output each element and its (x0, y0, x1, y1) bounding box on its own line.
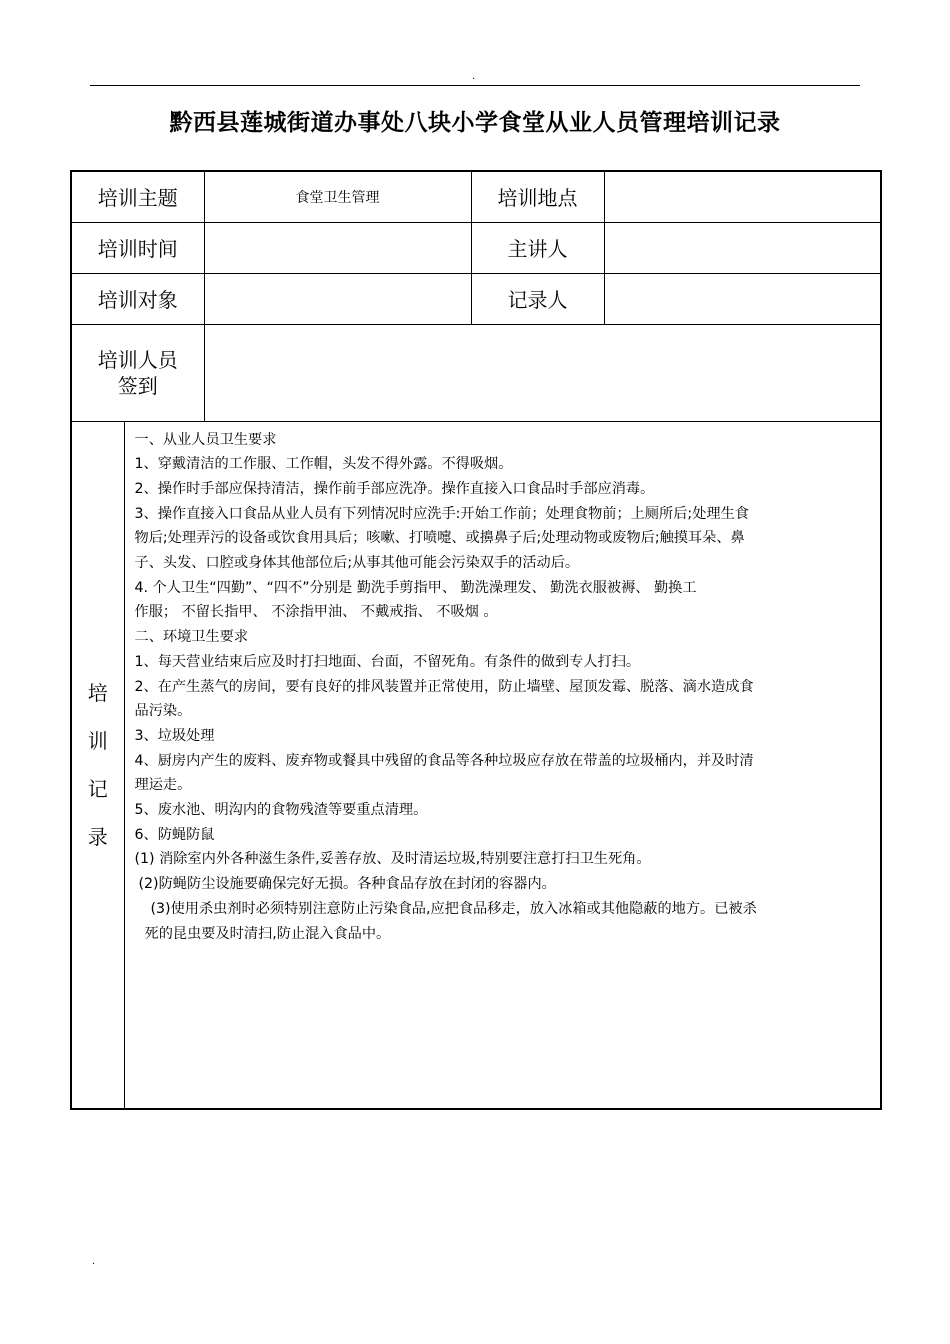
recorder-label: 记录人 (471, 273, 604, 324)
record-content[interactable] (124, 421, 881, 1109)
record-line: (3)使用杀虫剂时必须特别注意防止污染食品,应把食品移走，放入冰箱或其他隐蔽的地方。已被杀 (150, 900, 757, 917)
record-line: 2、在产生蒸气的房间，要有良好的排风装置并正常使用，防止墙壁、屋顶发霉、脱落、滴水造成食 (134, 678, 754, 695)
signin-value[interactable] (204, 324, 881, 421)
topic-value[interactable]: 食堂卫生管理 (204, 171, 471, 222)
record-side-char-2: 训 (87, 728, 108, 753)
time-label: 培训时间 (71, 222, 204, 273)
speaker-label: 主讲人 (471, 222, 604, 273)
form-row-audience (71, 273, 881, 324)
record-side-char-1: 培 (87, 680, 108, 705)
record-line: 1、每天营业结束后应及时打扫地面、台面，不留死角。有条件的做到专人打扫。 (134, 653, 641, 670)
place-label: 培训地点 (471, 171, 604, 222)
recorder-value[interactable] (604, 273, 881, 324)
record-line: 作服； 不留长指甲、 不涂指甲油、 不戴戒指、 不吸烟 。 (134, 604, 498, 621)
record-line: 1、穿戴清洁的工作服、工作帽，头发不得外露。不得吸烟。 (134, 456, 513, 473)
record-line: 5、废水池、明沟内的食物残渣等要重点清理。 (134, 802, 428, 819)
form-row-record (71, 421, 881, 1109)
record-line: 品污染。 (134, 703, 192, 720)
record-line: 子、头发、口腔或身体其他部位后;从事其他可能会污染双手的活动后。 (134, 555, 580, 572)
signin-label-line1: 培训人员 (97, 347, 178, 372)
speaker-value[interactable] (604, 222, 881, 273)
record-line: 4. 个人卫生“四勤”、“四不”分别是 勤洗手剪指甲、 勤洗澡理发、 勤洗衣服被褥、 勤换工 (134, 579, 697, 596)
header-mark: . (472, 71, 476, 82)
place-value[interactable] (604, 171, 881, 222)
record-line: 物后;处理弄污的设备或饮食用具后；咳嗽、打喷嚏、或擤鼻子后;处理动物或废物后;触摸耳朵、鼻 (134, 530, 745, 547)
record-line: 二、环境卫生要求 (134, 629, 249, 646)
document-title: 黔西县莲城街道办事处八块小学食堂从业人员管理培训记录 (169, 110, 781, 136)
time-value[interactable] (204, 222, 471, 273)
record-line: 死的昆虫要及时清扫,防止混入食品中。 (144, 925, 391, 942)
signin-label (71, 324, 204, 421)
footer-mark: . (92, 1256, 96, 1267)
record-line: 一、从业人员卫生要求 (134, 431, 277, 448)
signin-label-line2: 签到 (117, 373, 158, 398)
form-row-time (71, 222, 881, 273)
record-side-char-3: 记 (87, 776, 108, 801)
record-line: 3、操作直接入口食品从业人员有下列情况时应洗手:开始工作前；处理食物前；上厕所后;处理生食 (134, 505, 749, 522)
training-record-form (70, 170, 882, 1110)
record-line: 3、垃圾处理 (134, 727, 215, 744)
record-side-char-4: 录 (87, 824, 108, 849)
audience-value[interactable] (204, 273, 471, 324)
topic-label: 培训主题 (71, 171, 204, 222)
record-line: 理运走。 (134, 777, 192, 794)
record-line: 2、操作时手部应保持清洁，操作前手部应洗净。操作直接入口食品时手部应消毒。 (134, 480, 655, 497)
record-line: 6、防蝇防鼠 (134, 826, 215, 843)
record-line: (2)防蝇防尘设施要确保完好无损。各种食品存放在封闭的容器内。 (138, 876, 556, 893)
record-side-label (71, 421, 124, 1109)
form-row-topic (71, 171, 881, 222)
record-line: 4、厨房内产生的废料、废弃物或餐具中残留的食品等各种垃圾应存放在带盖的垃圾桶内，并及时清 (134, 752, 754, 769)
audience-label: 培训对象 (71, 273, 204, 324)
form-row-signin (71, 324, 881, 421)
header-rule (90, 85, 860, 86)
record-line: (1) 消除室内外各种滋生条件,妥善存放、及时清运垃圾,特别要注意打扫卫生死角。 (134, 851, 651, 868)
